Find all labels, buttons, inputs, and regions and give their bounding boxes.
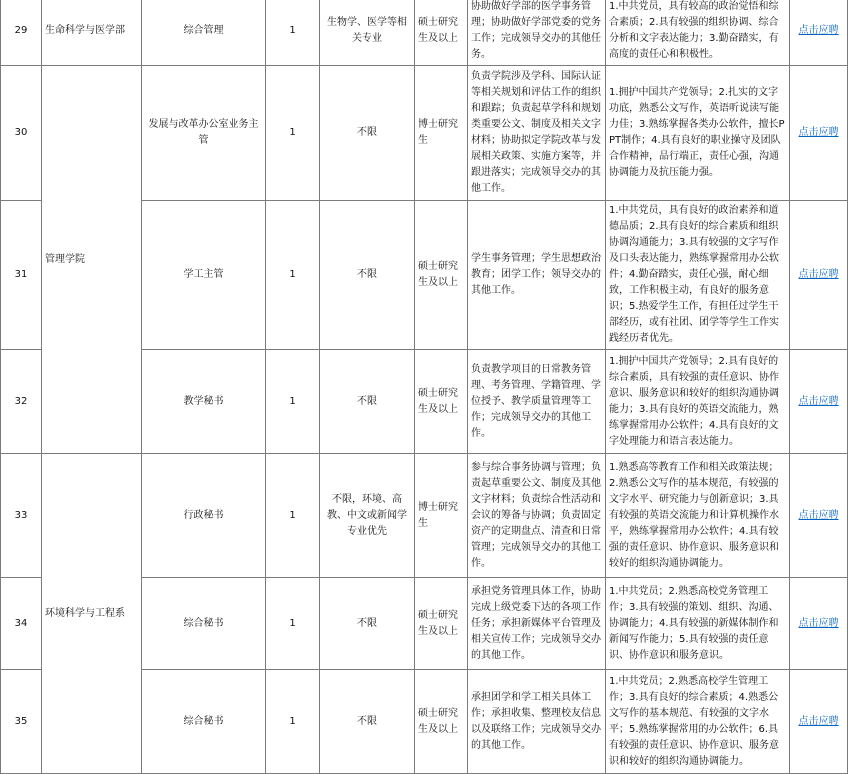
headcount-cell: 1 (266, 670, 320, 774)
duties-cell: 承担团学和学工相关具体工作；承担收集、整理校友信息以及联络工作；完成领导交办的其他工作。 (468, 670, 606, 774)
duties-cell: 协助做好学部的医学事务管理；协助做好学部党委的党务工作；完成领导交办的其他任务。 (468, 0, 606, 66)
requirements-cell: 1.中共党员，具有较高的政治觉悟和综合素质；2.具有较强的组织协调、综合分析和文字表达能力；3.勤奋踏实，有高度的责任心和积极性。 (606, 0, 790, 66)
table-row (1, 454, 848, 578)
apply-cell (790, 670, 848, 774)
row-number: 30 (1, 66, 42, 201)
apply-cell (790, 454, 848, 578)
requirements-cell: 1.中共党员，具有良好的政治素养和道德品质；2.具有良好的综合素质和组织协调沟通能力；3.具有较强的文字写作及口头表达能力，熟练掌握常用办公软件；4.勤奋踏实，责任心强，耐心细致，工作积极主动，有良好的服务意识；5.热爱学生工作，有担任过学生干部经历，或有社团、团学等学生工作实践经历者优先。 (606, 201, 790, 350)
headcount-cell: 1 (266, 0, 320, 66)
apply-link[interactable]: 点击应聘 (798, 617, 839, 629)
requirements-cell: 1.拥护中国共产党领导；2.扎实的文字功底，熟悉公文写作，英语听说读写能力佳；3.熟练掌握各类办公软件，擅长PPT制作；4.具有良好的职业操守及团队合作精神，品行端正，责任心强，沟通协调能力及抗压能力强。 (606, 66, 790, 201)
major-cell: 不限，环境、高教、中文或新闻学专业优先 (320, 454, 415, 578)
position-cell: 综合管理 (142, 0, 266, 66)
requirements-cell: 1.中共党员；2.熟悉高校党务管理工作；3.具有较强的策划、组织、沟通、协调能力；4.具有较强的新媒体制作和新闻写作能力；5.具有较强的责任意识、协作意识和服务意识。 (606, 578, 790, 670)
position-cell: 学工主管 (142, 201, 266, 350)
apply-cell (790, 350, 848, 454)
apply-link[interactable]: 点击应聘 (798, 395, 839, 407)
major-cell: 不限 (320, 350, 415, 454)
headcount-cell: 1 (266, 350, 320, 454)
headcount-cell: 1 (266, 66, 320, 201)
row-number: 29 (1, 0, 42, 66)
position-cell: 行政秘书 (142, 454, 266, 578)
education-cell: 硕士研究生及以上 (415, 670, 468, 774)
duties-cell: 学生事务管理；学生思想政治教育；团学工作；领导交办的其他工作。 (468, 201, 606, 350)
education-cell: 硕士研究生及以上 (415, 0, 468, 66)
education-cell: 博士研究生 (415, 66, 468, 201)
apply-link[interactable]: 点击应聘 (798, 25, 839, 36)
major-cell: 不限 (320, 578, 415, 670)
education-cell: 硕士研究生及以上 (415, 201, 468, 350)
requirements-cell: 1.熟悉高等教育工作和相关政策法规；2.熟悉公文写作的基本规范，有较强的文字水平、研究能力与创新意识；3.具有较强的英语交流能力和计算机操作水平，熟练掌握常用办公软件；4.具有较强的责任意识、协作意识、服务意识和较好的组织沟通协调能力。 (606, 454, 790, 578)
row-number: 33 (1, 454, 42, 578)
education-cell: 硕士研究生及以上 (415, 578, 468, 670)
department-cell: 环境科学与工程系 (42, 454, 142, 774)
headcount-cell: 1 (266, 578, 320, 670)
duties-cell: 负责学院涉及学科、国际认证等相关规划和评估工作的组织和跟踪；负责起草学科和规划类重要公文、制度及相关文字材料；协助拟定学院改革与发展相关政策、实施方案等，并跟进落实；完成领导交办的其他工作。 (468, 66, 606, 201)
position-cell: 综合秘书 (142, 670, 266, 774)
table-row (1, 66, 848, 201)
apply-link[interactable]: 点击应聘 (798, 127, 839, 138)
row-number: 31 (1, 201, 42, 350)
apply-link[interactable]: 点击应聘 (798, 269, 839, 280)
apply-cell (790, 578, 848, 670)
duties-cell: 承担党务管理具体工作，协助完成上级党委下达的各项工作任务；承担新媒体平台管理及相关宣传工作；完成领导交办的其他工作。 (468, 578, 606, 670)
requirements-cell: 1.中共党员；2.熟悉高校学生管理工作；3.具有良好的综合素质；4.熟悉公文写作的基本规范、有较强的文字水平；5.熟练掌握常用的办公软件；6.具有较强的责任意识、协作意识、服务意识和较好的组织沟通协调能力。 (606, 670, 790, 774)
apply-link[interactable]: 点击应聘 (798, 715, 839, 727)
department-cell: 生命科学与医学部 (42, 0, 142, 66)
duties-cell: 参与综合事务协调与管理；负责起草重要公文、制度及其他文字材料；负责综合性活动和会议的筹备与协调；负责固定资产的定期盘点、清查和日常管理；完成领导交办的其他工作。 (468, 454, 606, 578)
headcount-cell: 1 (266, 201, 320, 350)
major-cell: 不限 (320, 201, 415, 350)
row-number: 34 (1, 578, 42, 670)
major-cell: 不限 (320, 670, 415, 774)
education-cell: 博士研究生 (415, 454, 468, 578)
position-cell: 教学秘书 (142, 350, 266, 454)
row-number: 35 (1, 670, 42, 774)
row-number: 32 (1, 350, 42, 454)
major-cell: 生物学、医学等相关专业 (320, 0, 415, 66)
duties-cell: 负责教学项目的日常教务管理、考务管理、学籍管理、学位授予、教学质量管理等工作；完成领导交办的其他工作。 (468, 350, 606, 454)
education-cell: 硕士研究生及以上 (415, 350, 468, 454)
headcount-cell: 1 (266, 454, 320, 578)
table-row (1, 0, 848, 66)
position-cell: 发展与改革办公室业务主管 (142, 66, 266, 201)
apply-link[interactable]: 点击应聘 (798, 509, 839, 521)
department-cell: 管理学院 (42, 66, 142, 454)
apply-cell (790, 201, 848, 350)
requirements-cell: 1.拥护中国共产党领导；2.具有良好的综合素质，具有较强的责任意识、协作意识、服务意识和较好的组织沟通协调能力；3.具有良好的英语交流能力，熟练掌握常用办公软件；4.具有良好的文字处理能力和语言表达能力。 (606, 350, 790, 454)
position-cell: 综合秘书 (142, 578, 266, 670)
major-cell: 不限 (320, 66, 415, 201)
apply-cell (790, 0, 848, 66)
apply-cell (790, 66, 848, 201)
